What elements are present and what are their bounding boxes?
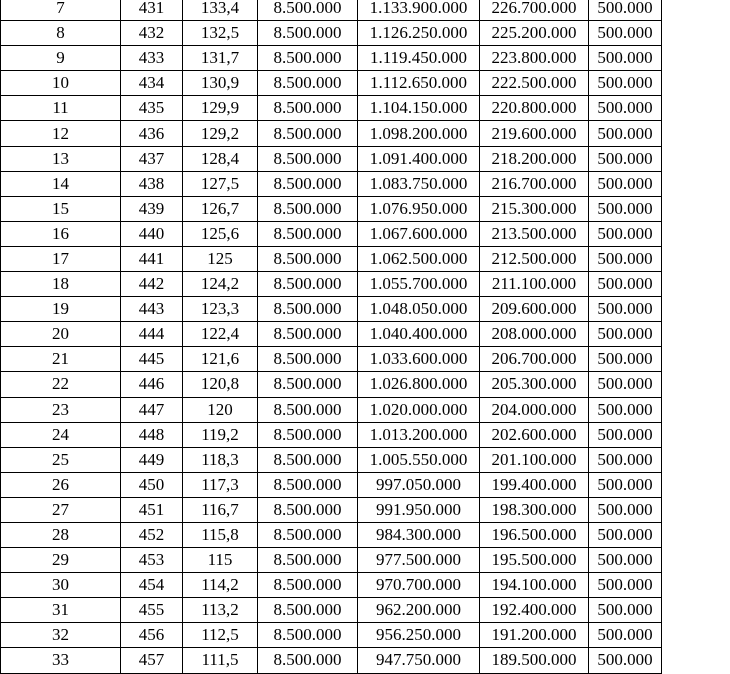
code-cell: 447 xyxy=(121,397,183,422)
fee-cell: 500.000 xyxy=(589,221,662,246)
total-price-cell: 1.055.700.000 xyxy=(358,272,480,297)
code-cell: 434 xyxy=(121,71,183,96)
tax-cell: 206.700.000 xyxy=(480,347,589,372)
table-row xyxy=(1,598,727,623)
total-price-cell: 1.126.250.000 xyxy=(358,21,480,46)
table-row xyxy=(1,648,727,673)
blank-cell xyxy=(662,146,727,171)
tax-cell: 216.700.000 xyxy=(480,171,589,196)
row-number-cell: 21 xyxy=(1,347,121,372)
coefficient-cell: 130,9 xyxy=(183,71,258,96)
base-price-cell: 8.500.000 xyxy=(258,297,358,322)
blank-cell xyxy=(662,347,727,372)
base-price-cell: 8.500.000 xyxy=(258,21,358,46)
total-price-cell: 1.119.450.000 xyxy=(358,46,480,71)
coefficient-cell: 131,7 xyxy=(183,46,258,71)
total-price-cell: 1.067.600.000 xyxy=(358,221,480,246)
blank-cell xyxy=(662,322,727,347)
fee-cell: 500.000 xyxy=(589,623,662,648)
coefficient-cell: 120 xyxy=(183,397,258,422)
tax-cell: 191.200.000 xyxy=(480,623,589,648)
fee-cell: 500.000 xyxy=(589,146,662,171)
tax-cell: 218.200.000 xyxy=(480,146,589,171)
base-price-cell: 8.500.000 xyxy=(258,171,358,196)
blank-cell xyxy=(662,246,727,271)
coefficient-cell: 125 xyxy=(183,246,258,271)
blank-cell xyxy=(662,221,727,246)
fee-cell: 500.000 xyxy=(589,347,662,372)
table-row xyxy=(1,447,727,472)
row-number-cell: 15 xyxy=(1,196,121,221)
code-cell: 456 xyxy=(121,623,183,648)
tax-cell: 204.000.000 xyxy=(480,397,589,422)
tax-cell: 213.500.000 xyxy=(480,221,589,246)
row-number-cell: 13 xyxy=(1,146,121,171)
base-price-cell: 8.500.000 xyxy=(258,422,358,447)
blank-cell xyxy=(662,522,727,547)
tax-cell: 220.800.000 xyxy=(480,96,589,121)
table-row xyxy=(1,548,727,573)
tax-cell: 209.600.000 xyxy=(480,297,589,322)
coefficient-cell: 132,5 xyxy=(183,21,258,46)
row-number-cell: 16 xyxy=(1,221,121,246)
row-number-cell: 30 xyxy=(1,573,121,598)
total-price-cell: 997.050.000 xyxy=(358,472,480,497)
code-cell: 431 xyxy=(121,0,183,21)
total-price-cell: 1.040.400.000 xyxy=(358,322,480,347)
table-row xyxy=(1,522,727,547)
tax-cell: 202.600.000 xyxy=(480,422,589,447)
total-price-cell: 1.026.800.000 xyxy=(358,372,480,397)
fee-cell: 500.000 xyxy=(589,297,662,322)
table-row xyxy=(1,96,727,121)
blank-cell xyxy=(662,648,727,673)
table-row xyxy=(1,573,727,598)
blank-cell xyxy=(662,96,727,121)
coefficient-cell: 123,3 xyxy=(183,297,258,322)
fee-cell: 500.000 xyxy=(589,648,662,673)
total-price-cell: 956.250.000 xyxy=(358,623,480,648)
code-cell: 442 xyxy=(121,272,183,297)
blank-cell xyxy=(662,272,727,297)
table-row xyxy=(1,0,727,21)
base-price-cell: 8.500.000 xyxy=(258,623,358,648)
row-number-cell: 24 xyxy=(1,422,121,447)
fee-cell: 500.000 xyxy=(589,272,662,297)
base-price-cell: 8.500.000 xyxy=(258,0,358,21)
coefficient-cell: 119,2 xyxy=(183,422,258,447)
tax-cell: 219.600.000 xyxy=(480,121,589,146)
coefficient-cell: 129,9 xyxy=(183,96,258,121)
fee-cell: 500.000 xyxy=(589,573,662,598)
table-body xyxy=(1,0,727,673)
code-cell: 441 xyxy=(121,246,183,271)
code-cell: 455 xyxy=(121,598,183,623)
coefficient-cell: 114,2 xyxy=(183,573,258,598)
table-row xyxy=(1,21,727,46)
blank-cell xyxy=(662,497,727,522)
table-row xyxy=(1,146,727,171)
blank-cell xyxy=(662,372,727,397)
tax-cell: 208.000.000 xyxy=(480,322,589,347)
row-number-cell: 29 xyxy=(1,548,121,573)
base-price-cell: 8.500.000 xyxy=(258,322,358,347)
fee-cell: 500.000 xyxy=(589,322,662,347)
fee-cell: 500.000 xyxy=(589,447,662,472)
base-price-cell: 8.500.000 xyxy=(258,146,358,171)
coefficient-cell: 120,8 xyxy=(183,372,258,397)
code-cell: 433 xyxy=(121,46,183,71)
base-price-cell: 8.500.000 xyxy=(258,246,358,271)
coefficient-cell: 129,2 xyxy=(183,121,258,146)
base-price-cell: 8.500.000 xyxy=(258,648,358,673)
coefficient-cell: 115 xyxy=(183,548,258,573)
row-number-cell: 26 xyxy=(1,472,121,497)
fee-cell: 500.000 xyxy=(589,397,662,422)
table-row xyxy=(1,422,727,447)
base-price-cell: 8.500.000 xyxy=(258,548,358,573)
blank-cell xyxy=(662,297,727,322)
table-row xyxy=(1,623,727,648)
tax-cell: 223.800.000 xyxy=(480,46,589,71)
blank-cell xyxy=(662,196,727,221)
fee-cell: 500.000 xyxy=(589,246,662,271)
row-number-cell: 25 xyxy=(1,447,121,472)
total-price-cell: 1.062.500.000 xyxy=(358,246,480,271)
fee-cell: 500.000 xyxy=(589,522,662,547)
fee-cell: 500.000 xyxy=(589,422,662,447)
blank-cell xyxy=(662,121,727,146)
total-price-cell: 970.700.000 xyxy=(358,573,480,598)
blank-cell xyxy=(662,447,727,472)
table-row xyxy=(1,372,727,397)
blank-cell xyxy=(662,422,727,447)
tax-cell: 225.200.000 xyxy=(480,21,589,46)
code-cell: 450 xyxy=(121,472,183,497)
total-price-cell: 1.076.950.000 xyxy=(358,196,480,221)
code-cell: 446 xyxy=(121,372,183,397)
coefficient-cell: 125,6 xyxy=(183,221,258,246)
coefficient-cell: 115,8 xyxy=(183,522,258,547)
table-row xyxy=(1,71,727,96)
blank-cell xyxy=(662,623,727,648)
fee-cell: 500.000 xyxy=(589,96,662,121)
code-cell: 436 xyxy=(121,121,183,146)
tax-cell: 211.100.000 xyxy=(480,272,589,297)
table-row xyxy=(1,397,727,422)
coefficient-cell: 127,5 xyxy=(183,171,258,196)
total-price-cell: 984.300.000 xyxy=(358,522,480,547)
base-price-cell: 8.500.000 xyxy=(258,221,358,246)
row-number-cell: 10 xyxy=(1,71,121,96)
blank-cell xyxy=(662,46,727,71)
base-price-cell: 8.500.000 xyxy=(258,397,358,422)
code-cell: 435 xyxy=(121,96,183,121)
fee-cell: 500.000 xyxy=(589,0,662,21)
total-price-cell: 1.048.050.000 xyxy=(358,297,480,322)
code-cell: 454 xyxy=(121,573,183,598)
row-number-cell: 12 xyxy=(1,121,121,146)
total-price-cell: 1.005.550.000 xyxy=(358,447,480,472)
code-cell: 449 xyxy=(121,447,183,472)
coefficient-cell: 128,4 xyxy=(183,146,258,171)
table-row xyxy=(1,246,727,271)
table-row xyxy=(1,171,727,196)
tax-cell: 195.500.000 xyxy=(480,548,589,573)
total-price-cell: 1.133.900.000 xyxy=(358,0,480,21)
total-price-cell: 1.083.750.000 xyxy=(358,171,480,196)
fee-cell: 500.000 xyxy=(589,548,662,573)
code-cell: 443 xyxy=(121,297,183,322)
row-number-cell: 31 xyxy=(1,598,121,623)
tax-cell: 205.300.000 xyxy=(480,372,589,397)
tax-cell: 201.100.000 xyxy=(480,447,589,472)
total-price-cell: 1.020.000.000 xyxy=(358,397,480,422)
code-cell: 448 xyxy=(121,422,183,447)
code-cell: 457 xyxy=(121,648,183,673)
row-number-cell: 28 xyxy=(1,522,121,547)
tax-cell: 222.500.000 xyxy=(480,71,589,96)
tax-cell: 199.400.000 xyxy=(480,472,589,497)
coefficient-cell: 117,3 xyxy=(183,472,258,497)
row-number-cell: 32 xyxy=(1,623,121,648)
row-number-cell: 9 xyxy=(1,46,121,71)
table-row xyxy=(1,121,727,146)
row-number-cell: 11 xyxy=(1,96,121,121)
fee-cell: 500.000 xyxy=(589,121,662,146)
code-cell: 453 xyxy=(121,548,183,573)
blank-cell xyxy=(662,397,727,422)
blank-cell xyxy=(662,573,727,598)
base-price-cell: 8.500.000 xyxy=(258,573,358,598)
total-price-cell: 1.033.600.000 xyxy=(358,347,480,372)
fee-cell: 500.000 xyxy=(589,472,662,497)
tax-cell: 198.300.000 xyxy=(480,497,589,522)
row-number-cell: 18 xyxy=(1,272,121,297)
table-row xyxy=(1,46,727,71)
table-row xyxy=(1,297,727,322)
coefficient-cell: 122,4 xyxy=(183,322,258,347)
fee-cell: 500.000 xyxy=(589,21,662,46)
base-price-cell: 8.500.000 xyxy=(258,372,358,397)
total-price-cell: 962.200.000 xyxy=(358,598,480,623)
coefficient-cell: 118,3 xyxy=(183,447,258,472)
blank-cell xyxy=(662,21,727,46)
tax-cell: 226.700.000 xyxy=(480,0,589,21)
total-price-cell: 1.112.650.000 xyxy=(358,71,480,96)
coefficient-cell: 112,5 xyxy=(183,623,258,648)
fee-cell: 500.000 xyxy=(589,46,662,71)
base-price-cell: 8.500.000 xyxy=(258,272,358,297)
tax-cell: 212.500.000 xyxy=(480,246,589,271)
fee-cell: 500.000 xyxy=(589,71,662,96)
total-price-cell: 977.500.000 xyxy=(358,548,480,573)
coefficient-cell: 116,7 xyxy=(183,497,258,522)
total-price-cell: 1.091.400.000 xyxy=(358,146,480,171)
base-price-cell: 8.500.000 xyxy=(258,196,358,221)
table-row xyxy=(1,497,727,522)
coefficient-cell: 126,7 xyxy=(183,196,258,221)
coefficient-cell: 113,2 xyxy=(183,598,258,623)
blank-cell xyxy=(662,598,727,623)
tax-cell: 194.100.000 xyxy=(480,573,589,598)
total-price-cell: 947.750.000 xyxy=(358,648,480,673)
row-number-cell: 23 xyxy=(1,397,121,422)
row-number-cell: 19 xyxy=(1,297,121,322)
code-cell: 432 xyxy=(121,21,183,46)
base-price-cell: 8.500.000 xyxy=(258,472,358,497)
row-number-cell: 14 xyxy=(1,171,121,196)
base-price-cell: 8.500.000 xyxy=(258,522,358,547)
code-cell: 444 xyxy=(121,322,183,347)
base-price-cell: 8.500.000 xyxy=(258,447,358,472)
code-cell: 445 xyxy=(121,347,183,372)
row-number-cell: 33 xyxy=(1,648,121,673)
table-row xyxy=(1,472,727,497)
code-cell: 437 xyxy=(121,146,183,171)
blank-cell xyxy=(662,472,727,497)
coefficient-cell: 121,6 xyxy=(183,347,258,372)
table-row xyxy=(1,347,727,372)
base-price-cell: 8.500.000 xyxy=(258,121,358,146)
code-cell: 451 xyxy=(121,497,183,522)
base-price-cell: 8.500.000 xyxy=(258,71,358,96)
total-price-cell: 1.104.150.000 xyxy=(358,96,480,121)
tax-cell: 215.300.000 xyxy=(480,196,589,221)
table-row xyxy=(1,196,727,221)
code-cell: 440 xyxy=(121,221,183,246)
fee-cell: 500.000 xyxy=(589,171,662,196)
code-cell: 452 xyxy=(121,522,183,547)
tax-cell: 192.400.000 xyxy=(480,598,589,623)
total-price-cell: 1.013.200.000 xyxy=(358,422,480,447)
blank-cell xyxy=(662,548,727,573)
total-price-cell: 1.098.200.000 xyxy=(358,121,480,146)
blank-cell xyxy=(662,171,727,196)
coefficient-cell: 133,4 xyxy=(183,0,258,21)
base-price-cell: 8.500.000 xyxy=(258,497,358,522)
table-row xyxy=(1,272,727,297)
base-price-cell: 8.500.000 xyxy=(258,598,358,623)
total-price-cell: 991.950.000 xyxy=(358,497,480,522)
blank-cell xyxy=(662,0,727,21)
base-price-cell: 8.500.000 xyxy=(258,46,358,71)
row-number-cell: 22 xyxy=(1,372,121,397)
code-cell: 439 xyxy=(121,196,183,221)
base-price-cell: 8.500.000 xyxy=(258,347,358,372)
base-price-cell: 8.500.000 xyxy=(258,96,358,121)
row-number-cell: 17 xyxy=(1,246,121,271)
row-number-cell: 20 xyxy=(1,322,121,347)
row-number-cell: 27 xyxy=(1,497,121,522)
coefficient-cell: 111,5 xyxy=(183,648,258,673)
table-row xyxy=(1,322,727,347)
code-cell: 438 xyxy=(121,171,183,196)
tax-cell: 196.500.000 xyxy=(480,522,589,547)
fee-cell: 500.000 xyxy=(589,497,662,522)
row-number-cell: 8 xyxy=(1,21,121,46)
coefficient-cell: 124,2 xyxy=(183,272,258,297)
tax-cell: 189.500.000 xyxy=(480,648,589,673)
fee-cell: 500.000 xyxy=(589,598,662,623)
fee-cell: 500.000 xyxy=(589,372,662,397)
fee-cell: 500.000 xyxy=(589,196,662,221)
row-number-cell: 7 xyxy=(1,0,121,21)
table-row xyxy=(1,221,727,246)
blank-cell xyxy=(662,71,727,96)
